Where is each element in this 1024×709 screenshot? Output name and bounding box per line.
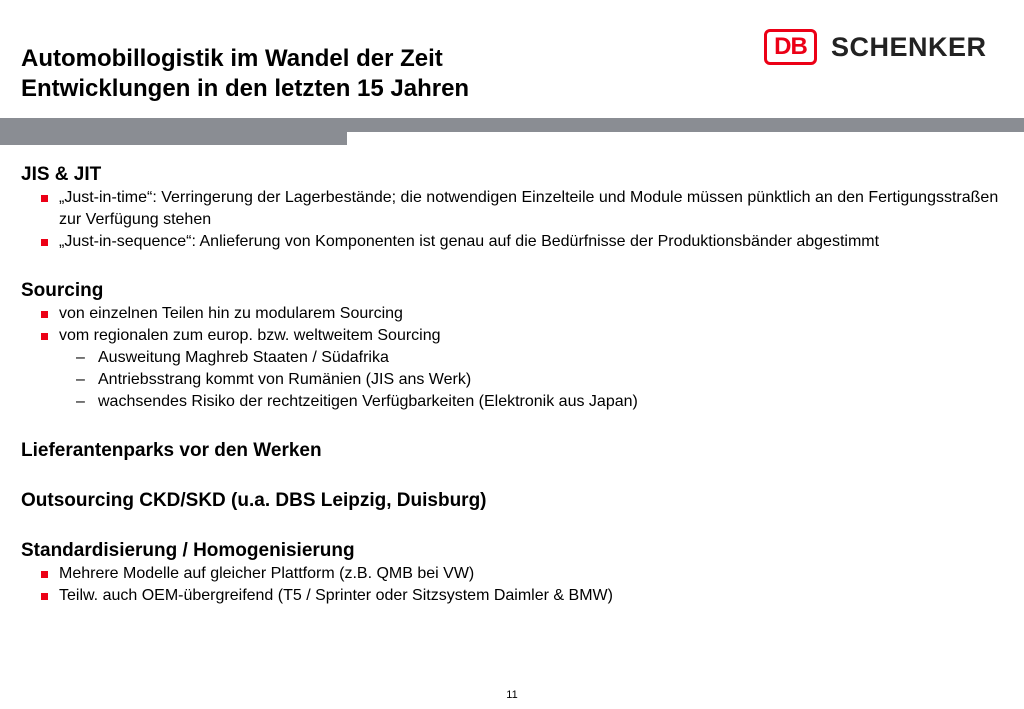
sub-list-item xyxy=(21,369,1011,391)
title-line-1: Automobillogistik im Wandel der Zeit xyxy=(21,45,443,72)
list-item xyxy=(21,563,1011,585)
bullet-text: Mehrere Modelle auf gleicher Plattform (z.B. QMB bei VW) xyxy=(59,565,475,582)
bullet-square-icon xyxy=(41,311,48,318)
sub-list-item xyxy=(21,347,1011,369)
bullet-list xyxy=(21,187,1011,253)
list-item xyxy=(21,325,1011,347)
section-heading: Outsourcing CKD/SKD (u.a. DBS Leipzig, Duisburg) xyxy=(21,490,487,511)
section-jis-jit xyxy=(21,163,1011,253)
bullet-text: von einzelnen Teilen hin zu modularem Sourcing xyxy=(59,305,403,322)
slide-title xyxy=(21,44,469,104)
schenker-wordmark: SCHENKER xyxy=(831,31,987,62)
bullet-square-icon xyxy=(41,571,48,578)
bullet-square-icon xyxy=(41,333,48,340)
bullet-text: vom regionalen zum europ. bzw. weltweitem Sourcing xyxy=(59,327,441,344)
section-lieferantenparks xyxy=(21,439,1011,463)
header-accent-bar xyxy=(0,118,347,145)
page-number: 11 xyxy=(506,689,518,701)
section-heading: Standardisierung / Homogenisierung xyxy=(21,540,355,561)
list-item xyxy=(21,585,1011,607)
bullet-text: Teilw. auch OEM-übergreifend (T5 / Sprinter oder Sitzsystem Daimler & BMW) xyxy=(59,587,613,604)
list-item xyxy=(21,231,1011,253)
section-heading: Sourcing xyxy=(21,280,104,301)
bullet-square-icon xyxy=(41,195,48,202)
dash-bullet-icon: – xyxy=(76,349,85,366)
list-item xyxy=(21,187,1011,231)
title-line-2: Entwicklungen in den letzten 15 Jahren xyxy=(21,75,470,102)
list-item xyxy=(21,303,1011,325)
sub-list-item xyxy=(21,391,1011,413)
bullet-list xyxy=(21,563,1011,607)
section-outsourcing xyxy=(21,489,1011,513)
db-logo-mark: DB xyxy=(764,29,817,65)
sub-bullet-text: wachsendes Risiko der rechtzeitigen Verfügbarkeiten (Elektronik aus Japan) xyxy=(98,393,638,410)
section-sourcing xyxy=(21,279,1011,413)
dash-bullet-icon: – xyxy=(76,371,85,388)
bullet-square-icon xyxy=(41,239,48,246)
bullet-square-icon xyxy=(41,593,48,600)
section-heading: JIS & JIT xyxy=(21,164,102,185)
section-standardisierung xyxy=(21,539,1011,607)
section-heading: Lieferantenparks vor den Werken xyxy=(21,440,322,461)
bullet-text: „Just-in-time“: Verringerung der Lagerbestände; die notwendigen Einzelteile und Module müssen pünktlich an den Fertigungsstraßen zur Verfügung stehen xyxy=(59,189,999,228)
sub-bullet-text: Antriebsstrang kommt von Rumänien (JIS ans Werk) xyxy=(98,371,472,388)
dash-bullet-icon: – xyxy=(76,393,85,410)
sub-bullet-text: Ausweitung Maghreb Staaten / Südafrika xyxy=(98,349,389,366)
bullet-text: „Just-in-sequence“: Anlieferung von Komponenten ist genau auf die Bedürfnisse der Produktionsbänder abgestimmt xyxy=(59,233,880,250)
bullet-list xyxy=(21,303,1011,347)
slide-content xyxy=(21,163,1011,607)
db-schenker-logo xyxy=(764,28,987,66)
